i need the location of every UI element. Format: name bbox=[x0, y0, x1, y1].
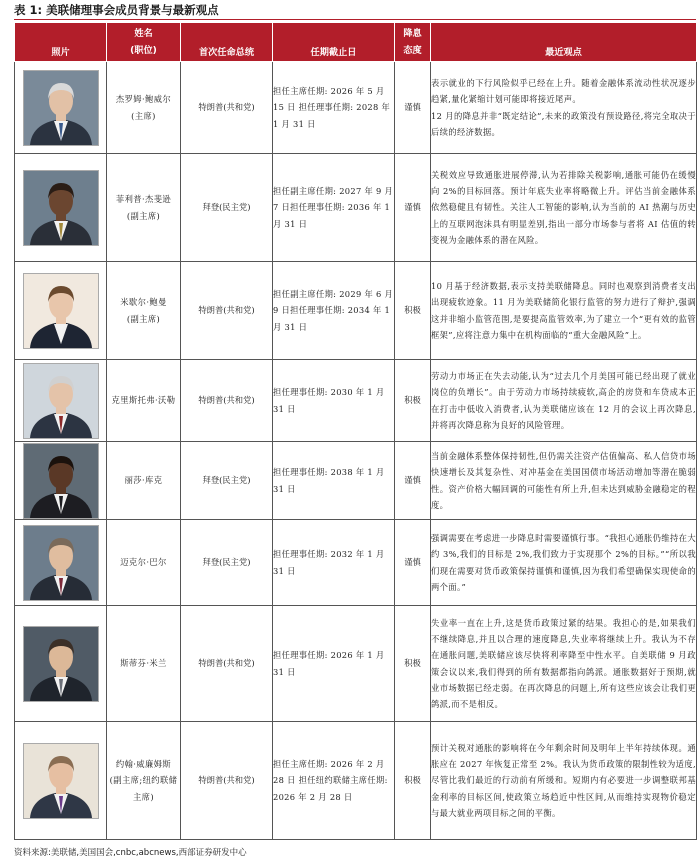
recent-view-text: 强调需要在考虑进一步降息时需要谨慎行事。“我担心通胀仍维持在大约 3%,我们的目标是 2%,我们致力于实现那个 2%的目标。”“所以我们现在需要对货币政策保持谨慎和谨慎,因为我们希望确保实现使命的两个面。” bbox=[431, 533, 696, 592]
table-row bbox=[15, 262, 697, 360]
member-photo-cell bbox=[15, 442, 107, 520]
recent-view-cell bbox=[431, 606, 697, 722]
source-note: 资料来源:美联储,美国国会,cnbc,abcnews,西部证券研发中心 bbox=[14, 848, 247, 858]
recent-view-text: 预计关税对通胀的影响将在今年剩余时间及明年上半年持续体现。通胀应在 2027 年恢复正常至 2%。我认为货币政策的限制性较为适度,尽管比我们最近的行动前有所缓和。短期内有必要进一步调整联邦基金利率的目标区间,使政策立场趋近中性区间,从而维持实现物价稳定与最大就业两项目标之间的平衡。 bbox=[431, 742, 696, 818]
member-portrait bbox=[23, 443, 99, 519]
table-header-row bbox=[15, 23, 697, 62]
term-end-date: 担任理事任期: 2038 年 1 月 31 日 bbox=[273, 442, 395, 520]
header-stance-line2: 态度 bbox=[403, 45, 422, 56]
first-appointing-president: 拜登(民主党) bbox=[181, 520, 273, 606]
recent-view-text: 关税效应导致通胀进展停滞,认为若排除关税影响,通胀可能仍在缓慢向 2%的目标回落。预计年底失业率将略微上升。评估当前金融体系依然稳健且有韧性。关注人工智能的影响,认为当前的 AI 热潮与历史上的互联网泡沫具有明显差别,指出一部分市场参与者将 AI 估值的转变视为金融体系的潜在风险。 bbox=[431, 169, 696, 245]
member-portrait bbox=[23, 626, 99, 702]
term-end-date: 担任主席任期: 2026 年 5 月 15 日 担任理事任期: 2028 年 1 月 31 日 bbox=[273, 62, 395, 154]
member-name: 克里斯托弗·沃勒 bbox=[111, 395, 176, 406]
recent-view-text: 失业率一直在上升,这是货币政策过紧的结果。我担心的是,如果我们不继续降息,并且以合理的速度降息,失业率将继续上升。我认为不存在通胀问题,美联储应该尽快将利率降至中性水平。自美联储 9 月政策会议以来,我们得到的所有数据都指向鸽派。通胀数据好于预期,就业市场数据已经走弱。在再次降息的问题上,所有这些应该会让我们更鸽派,而不是相反。 bbox=[431, 617, 696, 709]
recent-view-text: 表示就业的下行风险似乎已经在上升。随着金融体系流动性状况逐步趋紧,量化紧缩计划可能即将接近尾声。 bbox=[431, 78, 696, 105]
fed-members-table bbox=[14, 22, 697, 840]
member-photo-cell bbox=[15, 62, 107, 154]
member-role: (副主席;纽约联储主席) bbox=[109, 775, 178, 802]
member-role: (主席) bbox=[131, 110, 156, 121]
member-name: 杰罗姆·鲍威尔 bbox=[115, 94, 172, 105]
member-photo-cell bbox=[15, 360, 107, 442]
header-name-line1: 姓名 bbox=[134, 28, 153, 39]
recent-view-cell bbox=[431, 520, 697, 606]
member-name: 斯蒂芬·米兰 bbox=[120, 658, 167, 669]
table-row bbox=[15, 442, 697, 520]
member-portrait bbox=[23, 70, 99, 146]
first-appointing-president: 特朗普(共和党) bbox=[181, 360, 273, 442]
rate-cut-stance: 谨慎 bbox=[395, 62, 431, 154]
header-photo: 照片 bbox=[15, 23, 107, 62]
recent-view-cell bbox=[431, 360, 697, 442]
member-name-cell bbox=[107, 360, 181, 442]
member-name-cell bbox=[107, 154, 181, 262]
first-appointing-president: 特朗普(共和党) bbox=[181, 722, 273, 840]
member-photo-cell bbox=[15, 606, 107, 722]
first-appointing-president: 特朗普(共和党) bbox=[181, 62, 273, 154]
caption-title: 美联储理事会成员背景与最新观点 bbox=[46, 3, 219, 17]
member-photo-cell bbox=[15, 262, 107, 360]
rate-cut-stance: 积极 bbox=[395, 606, 431, 722]
member-portrait bbox=[23, 743, 99, 819]
header-term: 任期截止日 bbox=[273, 23, 395, 62]
member-name: 菲利普·杰斐逊 bbox=[115, 194, 172, 205]
table-caption bbox=[14, 2, 219, 18]
caption-rule bbox=[14, 19, 696, 20]
recent-view-text: 10 月基于经济数据,表示支持美联储降息。同时也观察到消费者支出出现疲软迹象。11 月为美联储简化银行监管的努力进行了辩护,强调这并非缩小监管范围,是要提高监管效率,为了建立一个“更有效的监管框架”,应将注意力集中在机构面临的“重大金融风险”上。 bbox=[431, 281, 696, 340]
term-end-date: 担任副主席任期: 2029 年 6 月 9 日担任理事任期: 2034 年 1 月 31 日 bbox=[273, 262, 395, 360]
table-row bbox=[15, 360, 697, 442]
recent-view-cell bbox=[431, 442, 697, 520]
table-row bbox=[15, 606, 697, 722]
recent-view-cell bbox=[431, 722, 697, 840]
header-president: 首次任命总统 bbox=[181, 23, 273, 62]
member-portrait bbox=[23, 170, 99, 246]
member-name: 约翰·威廉姆斯 bbox=[115, 759, 172, 770]
member-name-cell bbox=[107, 262, 181, 360]
member-name-cell bbox=[107, 722, 181, 840]
member-name: 米歇尔·鲍曼 bbox=[120, 297, 167, 308]
header-stance-line1: 降息 bbox=[403, 28, 422, 39]
header-name bbox=[107, 23, 181, 62]
recent-view-text: 当前金融体系整体保持韧性,但仍需关注资产估值偏高、私人信贷市场快速增长及其复杂性、对冲基金在美国国债市场活动增加等潜在脆弱性。资产价格大幅回调的可能性有所上升,但未达到威胁金融稳定的程度。 bbox=[431, 451, 696, 510]
member-photo-cell bbox=[15, 154, 107, 262]
recent-view-cell bbox=[431, 154, 697, 262]
table-row bbox=[15, 722, 697, 840]
member-name-cell bbox=[107, 62, 181, 154]
table-row bbox=[15, 520, 697, 606]
member-name-cell bbox=[107, 442, 181, 520]
term-end-date: 担任主席任期: 2026 年 2 月 28 日 担任纽约联储主席任期: 2026 年 2 月 28 日 bbox=[273, 722, 395, 840]
rate-cut-stance: 积极 bbox=[395, 722, 431, 840]
rate-cut-stance: 积极 bbox=[395, 360, 431, 442]
member-portrait bbox=[23, 273, 99, 349]
member-photo-cell bbox=[15, 520, 107, 606]
member-name-cell bbox=[107, 520, 181, 606]
member-photo-cell bbox=[15, 722, 107, 840]
header-name-line2: (职位) bbox=[130, 45, 157, 56]
recent-view-text-2: 12 月的降息并非“既定结论”,未来的政策没有预设路径,将完全取决于后续的经济数据。 bbox=[431, 110, 696, 137]
recent-view-text: 劳动力市场正在失去动能,认为“过去几个月美国可能已经出现了就业岗位的负增长”。由于劳动力市场持续疲软,高企的房贷和车贷成本正在打击中低收入消费者,认为美联储应该在 12 月的会议上再次降息,并将再次降息称为良好的风险管理。 bbox=[431, 371, 696, 430]
member-role: (副主席) bbox=[126, 313, 161, 324]
table-row bbox=[15, 154, 697, 262]
recent-view-cell bbox=[431, 62, 697, 154]
caption-label: 表 1: bbox=[14, 3, 43, 17]
member-name-cell bbox=[107, 606, 181, 722]
member-portrait bbox=[23, 363, 99, 439]
rate-cut-stance: 谨慎 bbox=[395, 442, 431, 520]
header-stance bbox=[395, 23, 431, 62]
term-end-date: 担任理事任期: 2030 年 1 月 31 日 bbox=[273, 360, 395, 442]
member-portrait bbox=[23, 525, 99, 601]
first-appointing-president: 特朗普(共和党) bbox=[181, 606, 273, 722]
first-appointing-president: 特朗普(共和党) bbox=[181, 262, 273, 360]
term-end-date: 担任理事任期: 2032 年 1 月 31 日 bbox=[273, 520, 395, 606]
member-name: 迈克尔·巴尔 bbox=[120, 557, 167, 568]
rate-cut-stance: 谨慎 bbox=[395, 520, 431, 606]
recent-view-cell bbox=[431, 262, 697, 360]
table-row bbox=[15, 62, 697, 154]
header-view: 最近观点 bbox=[431, 23, 697, 62]
rate-cut-stance: 积极 bbox=[395, 262, 431, 360]
term-end-date: 担任副主席任期: 2027 年 9 月 7 日担任理事任期: 2036 年 1 月 31 日 bbox=[273, 154, 395, 262]
rate-cut-stance: 谨慎 bbox=[395, 154, 431, 262]
first-appointing-president: 拜登(民主党) bbox=[181, 154, 273, 262]
member-role: (副主席) bbox=[126, 210, 161, 221]
term-end-date: 担任理事任期: 2026 年 1 月 31 日 bbox=[273, 606, 395, 722]
first-appointing-president: 拜登(民主党) bbox=[181, 442, 273, 520]
member-name: 丽莎·库克 bbox=[124, 475, 163, 486]
